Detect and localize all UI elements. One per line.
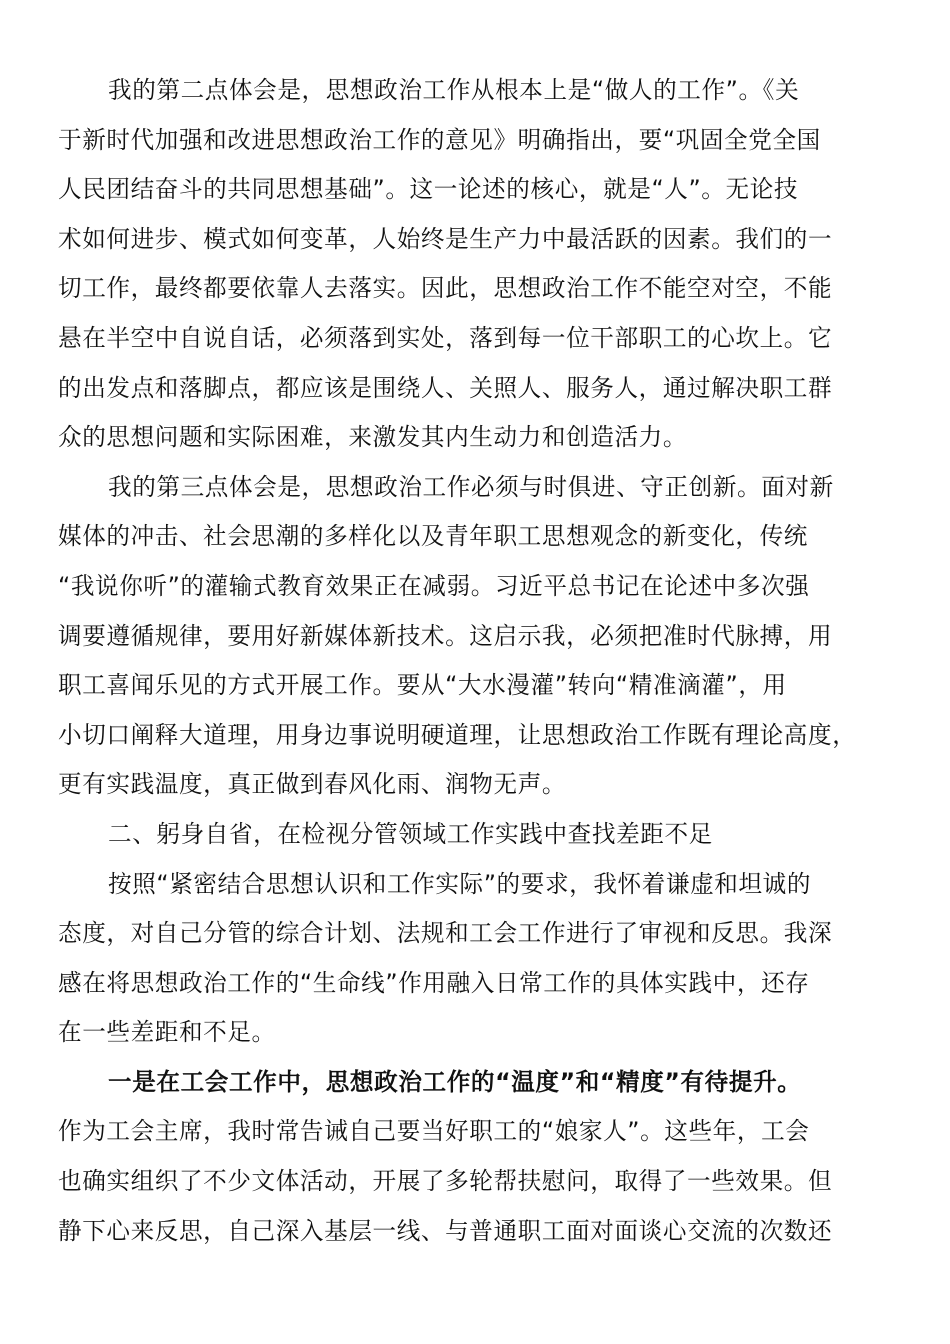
text-line: 态度，对自己分管的综合计划、法规和工会工作进行了审视和反思。我深: [58, 919, 833, 948]
text-line: 众的思想问题和实际困难，来激发其内生动力和创造活力。: [58, 423, 688, 452]
paragraph-union-work: [58, 1058, 888, 1256]
text-line: 悬在半空中自说自话，必须落到实处，落到每一位干部职工的心坎上。它: [58, 323, 833, 352]
section-heading: [58, 810, 888, 860]
paragraph-self-review: [58, 860, 888, 1058]
text-line: 按照“紧密结合思想认识和工作实际”的要求，我怀着谦虚和坦诚的: [108, 869, 812, 898]
text-line: 切工作，最终都要依靠人去落实。因此，思想政治工作不能空对空，不能: [58, 274, 833, 303]
text-line: 于新时代加强和改进思想政治工作的意见》明确指出，要“巩固全党全国: [58, 125, 821, 154]
paragraph-second-insight: [58, 66, 888, 463]
text-line: 也确实组织了不少文体活动，开展了多轮帮扶慰问，取得了一些效果。但: [58, 1167, 833, 1196]
text-line: 感在将思想政治工作的“生命线”作用融入日常工作的具体实践中，还存: [58, 968, 810, 997]
section-heading-text: 二、躬身自省，在检视分管领域工作实践中查找差距不足: [108, 819, 713, 848]
text-line: “我说你听”的灌输式教育效果正在减弱。习近平总书记在论述中多次强: [58, 571, 810, 600]
bold-lead-sentence: 一是在工会工作中，思想政治工作的“温度”和“精度”有待提升。: [108, 1067, 802, 1096]
text-line: 在一些差距和不足。: [58, 1018, 276, 1047]
text-line: 更有实践温度，真正做到春风化雨、润物无声。: [58, 770, 567, 799]
text-line: 媒体的冲击、社会思潮的多样化以及青年职工思想观念的新变化，传统: [58, 522, 809, 551]
text-line: 小切口阐释大道理，用身边事说明硬道理，让思想政治工作既有理论高度，: [58, 720, 857, 749]
text-line: 作为工会主席，我时常告诫自己要当好职工的“娘家人”。这些年，工会: [58, 1117, 810, 1146]
document-page: [58, 66, 888, 1256]
text-line: 静下心来反思，自己深入基层一线、与普通职工面对面谈心交流的次数还: [58, 1216, 833, 1245]
text-line: 的出发点和落脚点，都应该是围绕人、关照人、服务人，通过解决职工群: [58, 373, 833, 402]
text-line: 术如何进步、模式如何变革，人始终是生产力中最活跃的因素。我们的一: [58, 224, 833, 253]
text-line: 我的第二点体会是，思想政治工作从根本上是“做人的工作”。《关: [108, 76, 800, 104]
text-line: 人民团结奋斗的共同思想基础”。这一论述的核心，就是“人”。无论技: [58, 175, 799, 204]
text-line: 我的第三点体会是，思想政治工作必须与时俱进、守正创新。面对新: [108, 472, 834, 501]
text-line: 职工喜闻乐见的方式开展工作。要从“大水漫灌”转向“精准滴灌”，用: [58, 671, 787, 700]
text-line: 调要遵循规律，要用好新媒体新技术。这启示我，必须把准时代脉搏，用: [58, 621, 833, 650]
paragraph-third-insight: [58, 463, 888, 810]
